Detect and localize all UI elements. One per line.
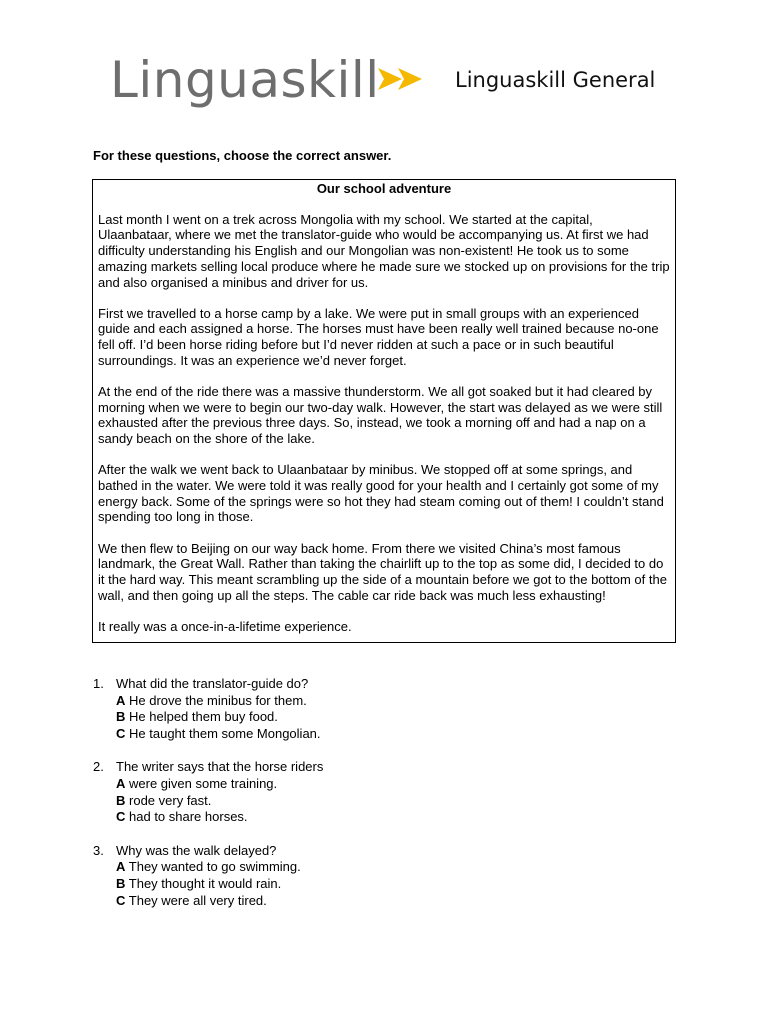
- question-3: [93, 843, 653, 909]
- logo-arrow-left: [378, 68, 402, 90]
- answer-option-b[interactable]: [93, 876, 653, 893]
- question-number: 3.: [93, 842, 104, 858]
- answer-option-b[interactable]: [93, 709, 653, 726]
- option-text: They were all very tired.: [128, 892, 267, 908]
- passage-paragraph: At the end of the ride there was a massive thunderstorm. We all got soaked but it had cleared by morning when we were to begin our two-day walk. However, the start was delayed as we were still exhausted after the previous three days. So, instead, we took a morning off and had a nap on a sandy beach on the shore of the lake.: [98, 384, 663, 447]
- answer-option-a[interactable]: [93, 693, 653, 710]
- option-text: They wanted to go swimming.: [128, 859, 301, 875]
- option-text: He drove the minibus for them.: [129, 692, 307, 708]
- option-text: had to share horses.: [129, 809, 248, 825]
- option-letter: A: [116, 692, 126, 708]
- linguaskill-logo-wordmark: Linguaskill: [110, 51, 380, 109]
- option-text: He helped them buy food.: [129, 709, 278, 725]
- question-list: [93, 676, 653, 926]
- double-arrow-logo-icon: [376, 64, 432, 94]
- option-letter: A: [116, 775, 126, 791]
- question-1: [93, 676, 653, 742]
- answer-option-c[interactable]: [93, 893, 653, 910]
- passage-title: Our school adventure: [316, 181, 452, 196]
- reading-passage: [92, 179, 676, 643]
- option-letter: A: [116, 859, 126, 875]
- answer-option-c[interactable]: [93, 809, 653, 826]
- question-text: The writer says that the horse riders: [116, 759, 324, 775]
- product-name: Linguaskill General: [455, 68, 656, 92]
- option-text: They thought it would rain.: [128, 875, 282, 891]
- passage-paragraph: First we travelled to a horse camp by a lake. We were put in small groups with an experienced guide and each assigned a horse. The horses must have been really well trained because no-one fell off. I’d been horse riding before but I’d never ridden at such a pace or in such beautiful surroundings. It was an experience we’d never forget.: [98, 305, 659, 368]
- instruction-text: For these questions, choose the correct answer.: [93, 148, 392, 163]
- question-text: What did the translator-guide do?: [116, 676, 309, 691]
- option-text: were given some training.: [129, 775, 278, 791]
- option-letter: C: [116, 809, 126, 825]
- option-text: He taught them some Mongolian.: [129, 725, 321, 741]
- option-text: rode very fast.: [129, 792, 212, 808]
- question-number: 1.: [93, 676, 104, 691]
- option-letter: B: [116, 709, 126, 725]
- question-text: Why was the walk delayed?: [116, 842, 277, 858]
- passage-paragraph: We then flew to Beijing on our way back home. From there we visited China’s most famous landmark, the Great Wall. Rather than taking the chairlift up to the top as some did, I decided to do it the hard way. This meant scrambling up the side of a mountain before we got to the bottom of the wall, and then going up all the steps. The cable car ride back was much less exhausting!: [98, 540, 667, 603]
- answer-option-a[interactable]: [93, 859, 653, 876]
- passage-paragraph: Last month I went on a trek across Mongolia with my school. We started at the capital, Ulaanbataar, where we met the translator-guide who would be accompanying us. At first we had difficulty understanding his English and our Mongolian was non-existent! He took us to some amazing markets selling local produce where he made sure we stocked up on provisions for the trip and also organised a minibus and driver for us.: [98, 211, 670, 290]
- option-letter: B: [116, 792, 126, 808]
- passage-paragraph: After the walk we went back to Ulaanbataar by minibus. We stopped off at some springs, and bathed in the water. We were told it was really good for your health and I certainly got some of my energy back. Some of the springs were so hot they had steam coming out of them! I couldn’t stand spending too long in those.: [98, 462, 664, 525]
- answer-option-c[interactable]: [93, 726, 653, 743]
- answer-option-b[interactable]: [93, 793, 653, 810]
- option-letter: C: [116, 892, 126, 908]
- question-number: 2.: [93, 759, 104, 775]
- passage-paragraph: It really was a once-in-a-lifetime experience.: [98, 618, 352, 634]
- option-letter: B: [116, 875, 126, 891]
- question-2: [93, 759, 653, 825]
- answer-option-a[interactable]: [93, 776, 653, 793]
- option-letter: C: [116, 725, 126, 741]
